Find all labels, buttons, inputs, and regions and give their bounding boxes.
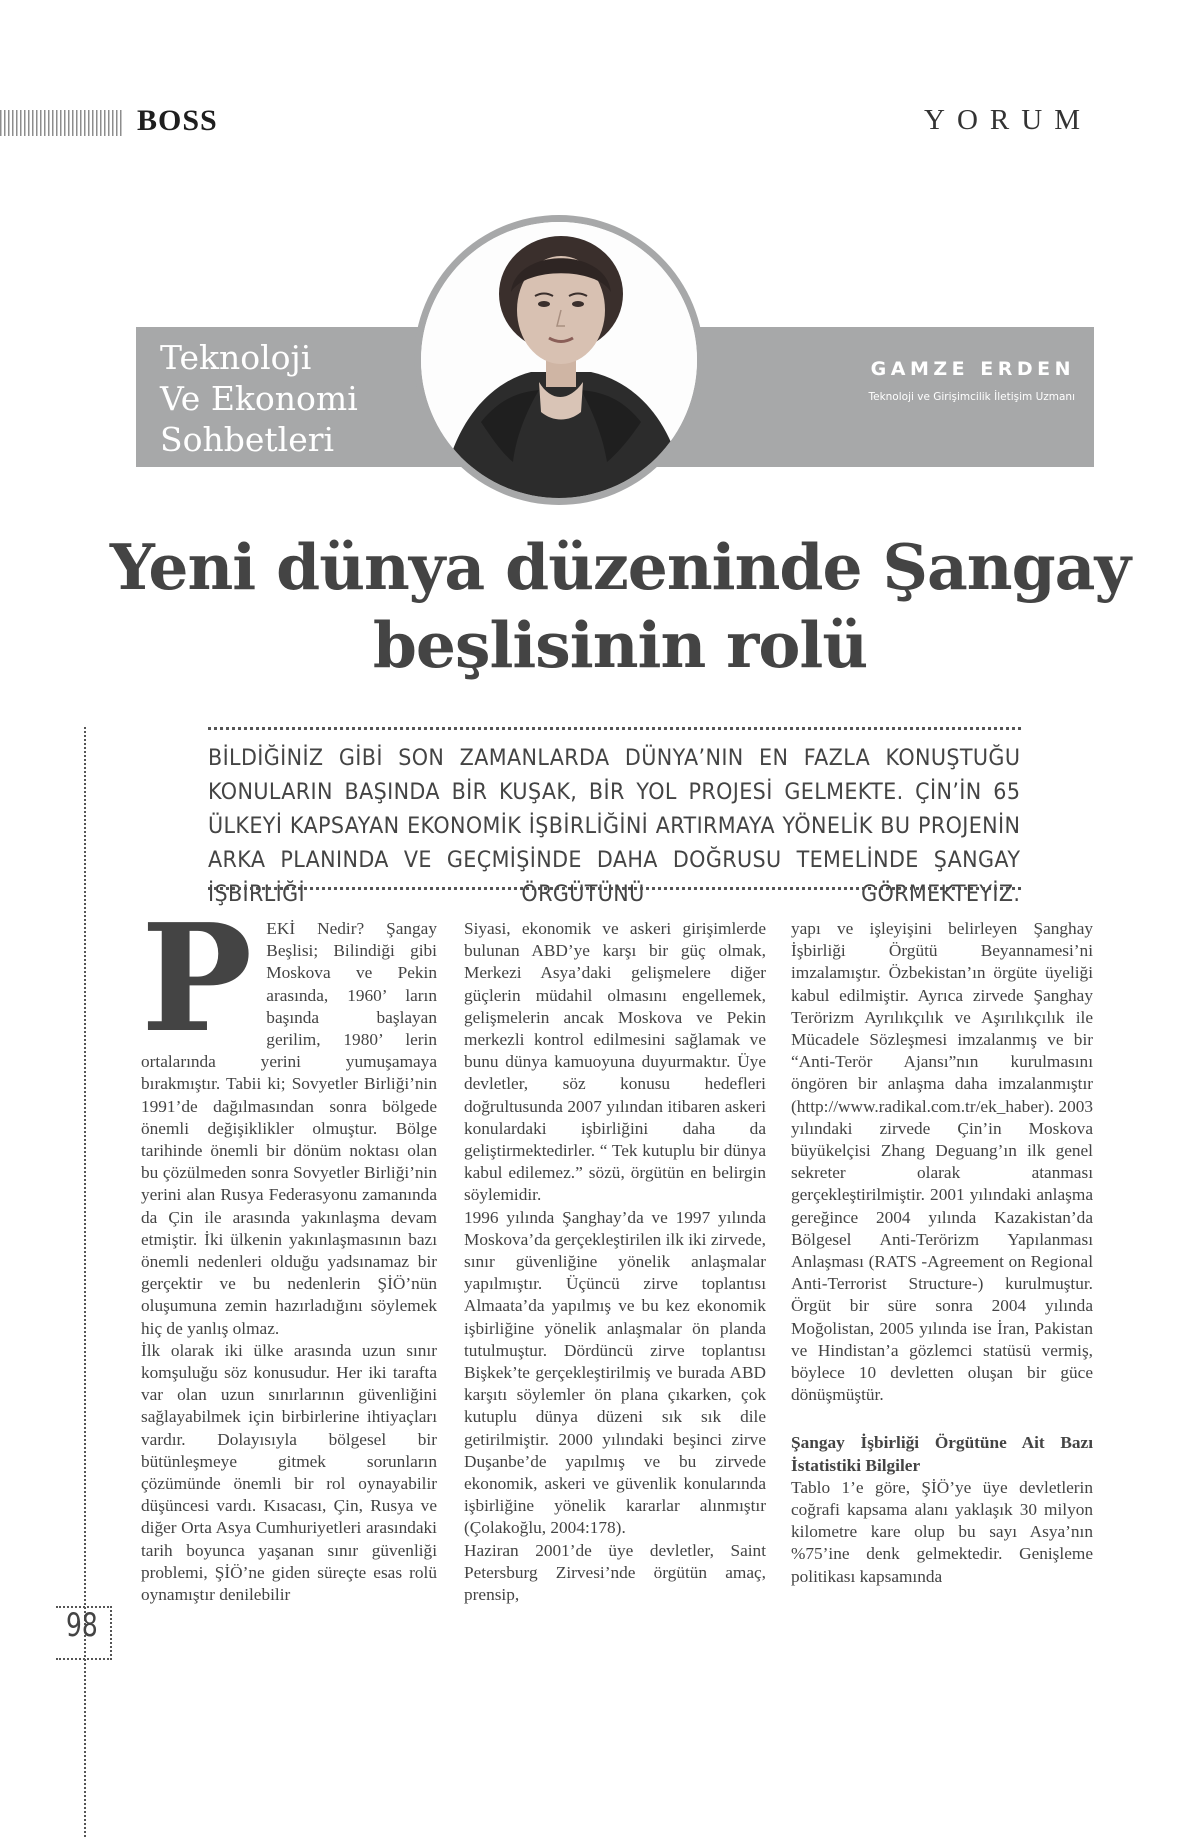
paragraph: EKİ Nedir? Şangay Beşlisi; Bilindiği gibi Moskova ve Pekin arasında, 1960’ ların başında başlayan gerilim, 1980’ lerin ortalarında yerini yumuşamaya bırakmıştır. Tabii ki; Sovyetler Birliği’nin 1991’de dağılmasından sonra bölgede önemli değişiklikler olmuştur. Bölge tarihinde önemli bir dönüm noktası olan bu çözülmeden sonra Sovyetler Birliği’nin yerini alan Rusya Federasyonu zamanında da Çin ile arasında yakınlaşma devam etmiştir. İki ülkenin yakınlaşmasının bazı önemli nedenleri olduğu yadsınamaz bir gerçektir ve bu nedenlerin ŞİÖ’nün oluşumuna zemin hazırladığını söylemek hiç de yanlış olmaz. [141,919,437,1338]
series-title-line: Sohbetleri [160,420,335,459]
paragraph: Siyasi, ekonomik ve askeri girişimlerde bulunan ABD’ye karşı bir güç olmak, Merkezi Asya’daki gelişmelere diğer güçlerin müdahil olmasını engellemek, gelişmelerin ancak Moskova ve Pekin merkezli kontrol edilmesini sağlamak ve bunu dünya kamuoyuna duyurmaktır. Üye devletler, söz konusu hedefleri doğrultusunda 2007 yılından itibaren askeri konulardaki işbirliğini daha da geliştirmektedirler. “ Tek kutuplu bir dünya kabul edilemez.” sözü, örgütün en belirgin söylemidir. [464,919,766,1205]
series-title-line: Ve Ekonomi [160,379,358,418]
author-name: GAMZE ERDEN [870,358,1075,380]
article-column-3 [791,918,1093,1588]
author-portrait-image [421,222,697,498]
headline-line: beşlisinin rolü [372,608,868,682]
header-stripes-decoration [0,110,123,136]
side-dotted-rule [84,727,86,1837]
article-headline [100,528,1140,684]
paragraph: yapı ve işleyişini belirleyen Şanghay İşbirliği Örgütü Beyannamesi’ni imzalamıştır. Özbekistan’ın örgüte üyeliği kabul edilmiştir. Ayrıca zirvede Şanghay Terörizm Ayrılıkçılık ve Aşırılıkçılık ile Mücadele Sözleşmesi imzalanmış ve bir “Anti-Terör Ajansı”nın kurulmasını öngören bir anlaşma daha imzalanmıştır (http://www.radikal.com.tr/ek_haber). 2003 yılındaki zirvede Çin’in Moskova büyükelçisi Zhang Deguang’ın ilk genel sekreter olarak atanması gerçekleştirilmiştir. 2001 yılındaki anlaşma gereğince 2004 yılında Kazakistan’da Bölgesel Anti-Terörizm Yapılanması Anlaşması (RATS -Agreement on Regional Anti-Terrorist Structure-) kurulmuştur. Örgüt bir süre sonra 2004 yılında Moğolistan, 2005 yılında ise İran, Pakistan ve Hindistan’a gözlemci statüsü vermiş, böylece 10 devletten oluşan bir güce dönüşmüştür. [791,919,1093,1405]
series-title-line: Teknoloji [160,338,312,377]
drop-cap: P [141,891,253,1065]
lead-top-divider [208,727,1021,730]
author-role: Teknoloji ve Girişimcilik İletişim Uzmanı [868,391,1075,403]
paragraph: 1996 yılında Şanghay’da ve 1997 yılında Moskova’da gerçekleştirilen ilk iki zirvede, sınır güvenliğine yönelik anlaşmalar yapılmıştır. Üçüncü zirve toplantısı Almaata’da yapılmış ve bu kez ekonomik işbirliğine yönelik anlaşmalar ön planda tutulmuştur. Dördüncü zirve toplantısı Bişkek’te gerçekleştirilmiş ve burada ABD karşıtı söylemler ön plana çıkarken, çok kutuplu dünya düzeni sık sık dile getirilmiştir. 2000 yılındaki beşinci zirve Duşanbe’de yapılmış ve bu zirvede ekonomik, askeri ve güvenlik konularında işbirliğine yönelik kararlar alınmıştır (Çolakoğlu, 2004:178). [464,1207,766,1538]
article-column-2 [464,918,766,1606]
paragraph: Haziran 2001’de üye devletler, Saint Petersburg Zirvesi’nde örgütün amaç, prensip, [464,1540,766,1605]
section-label: YORUM [924,104,1092,136]
author-photo [421,222,697,498]
headline-line: Yeni dünya düzeninde Şangay [109,530,1131,604]
paragraph: İlk olarak iki ülke arasında uzun sınır komşuluğu söz konusudur. Her iki tarafta var olan uzun sınırlarının güvenliğini sağlayabilmek için birbirlerine ihtiyaçları vardır. Dolayısıyla bölgesel bir bütünleşmeye gitmek sorunların çözümünde önemli bir rol oynayabilir düşüncesi vardı. Kısacası, Çin, Rusya ve diğer Orta Asya Cumhuriyetleri arasındaki tarih boyunca yaşanan sınır güvenliği problemi, ŞİÖ’ne giden süreçte esas rolü oynamıştır denilebilir [141,1340,437,1605]
article-column-1 [141,891,437,1606]
series-title [160,337,430,460]
section-subheading: Şangay İşbirliği Örgütüne Ait Bazı İstatistiki Bilgiler [791,1433,1093,1475]
page-number: 98 [66,1606,98,1644]
paragraph: Tablo 1’e göre, ŞİÖ’ye üye devletlerin coğrafi kapsama alanı yaklaşık 30 milyon kilometre kare olup bu sayı Asya’nın %75’ine denk gelmektedir. Genişleme politikası kapsamında [791,1477,1093,1586]
article-lead: BİLDİĞİNİZ GİBİ SON ZAMANLARDA DÜNYA’NIN EN FAZLA KONUŞTUĞU KONULARIN BAŞINDA BİR KUŞAK, BİR YOL PROJESİ GELMEKTE. ÇİN’İN 65 ÜLKEYİ KAPSAYAN EKONOMİK İŞBİRLİĞİNİ ARTIRMAYA YÖNELİK BU PROJENİN ARKA PLANINDA VE GEÇMİŞİNDE DAHA DOĞRUSU TEMELİNDE ŞANGAY İŞBİRLİĞİ ÖRGÜTÜNÜ GÖRMEKTEYİZ. [208,745,1021,907]
magazine-logo: BOSS [137,104,218,137]
lead-bottom-divider [208,887,1021,890]
